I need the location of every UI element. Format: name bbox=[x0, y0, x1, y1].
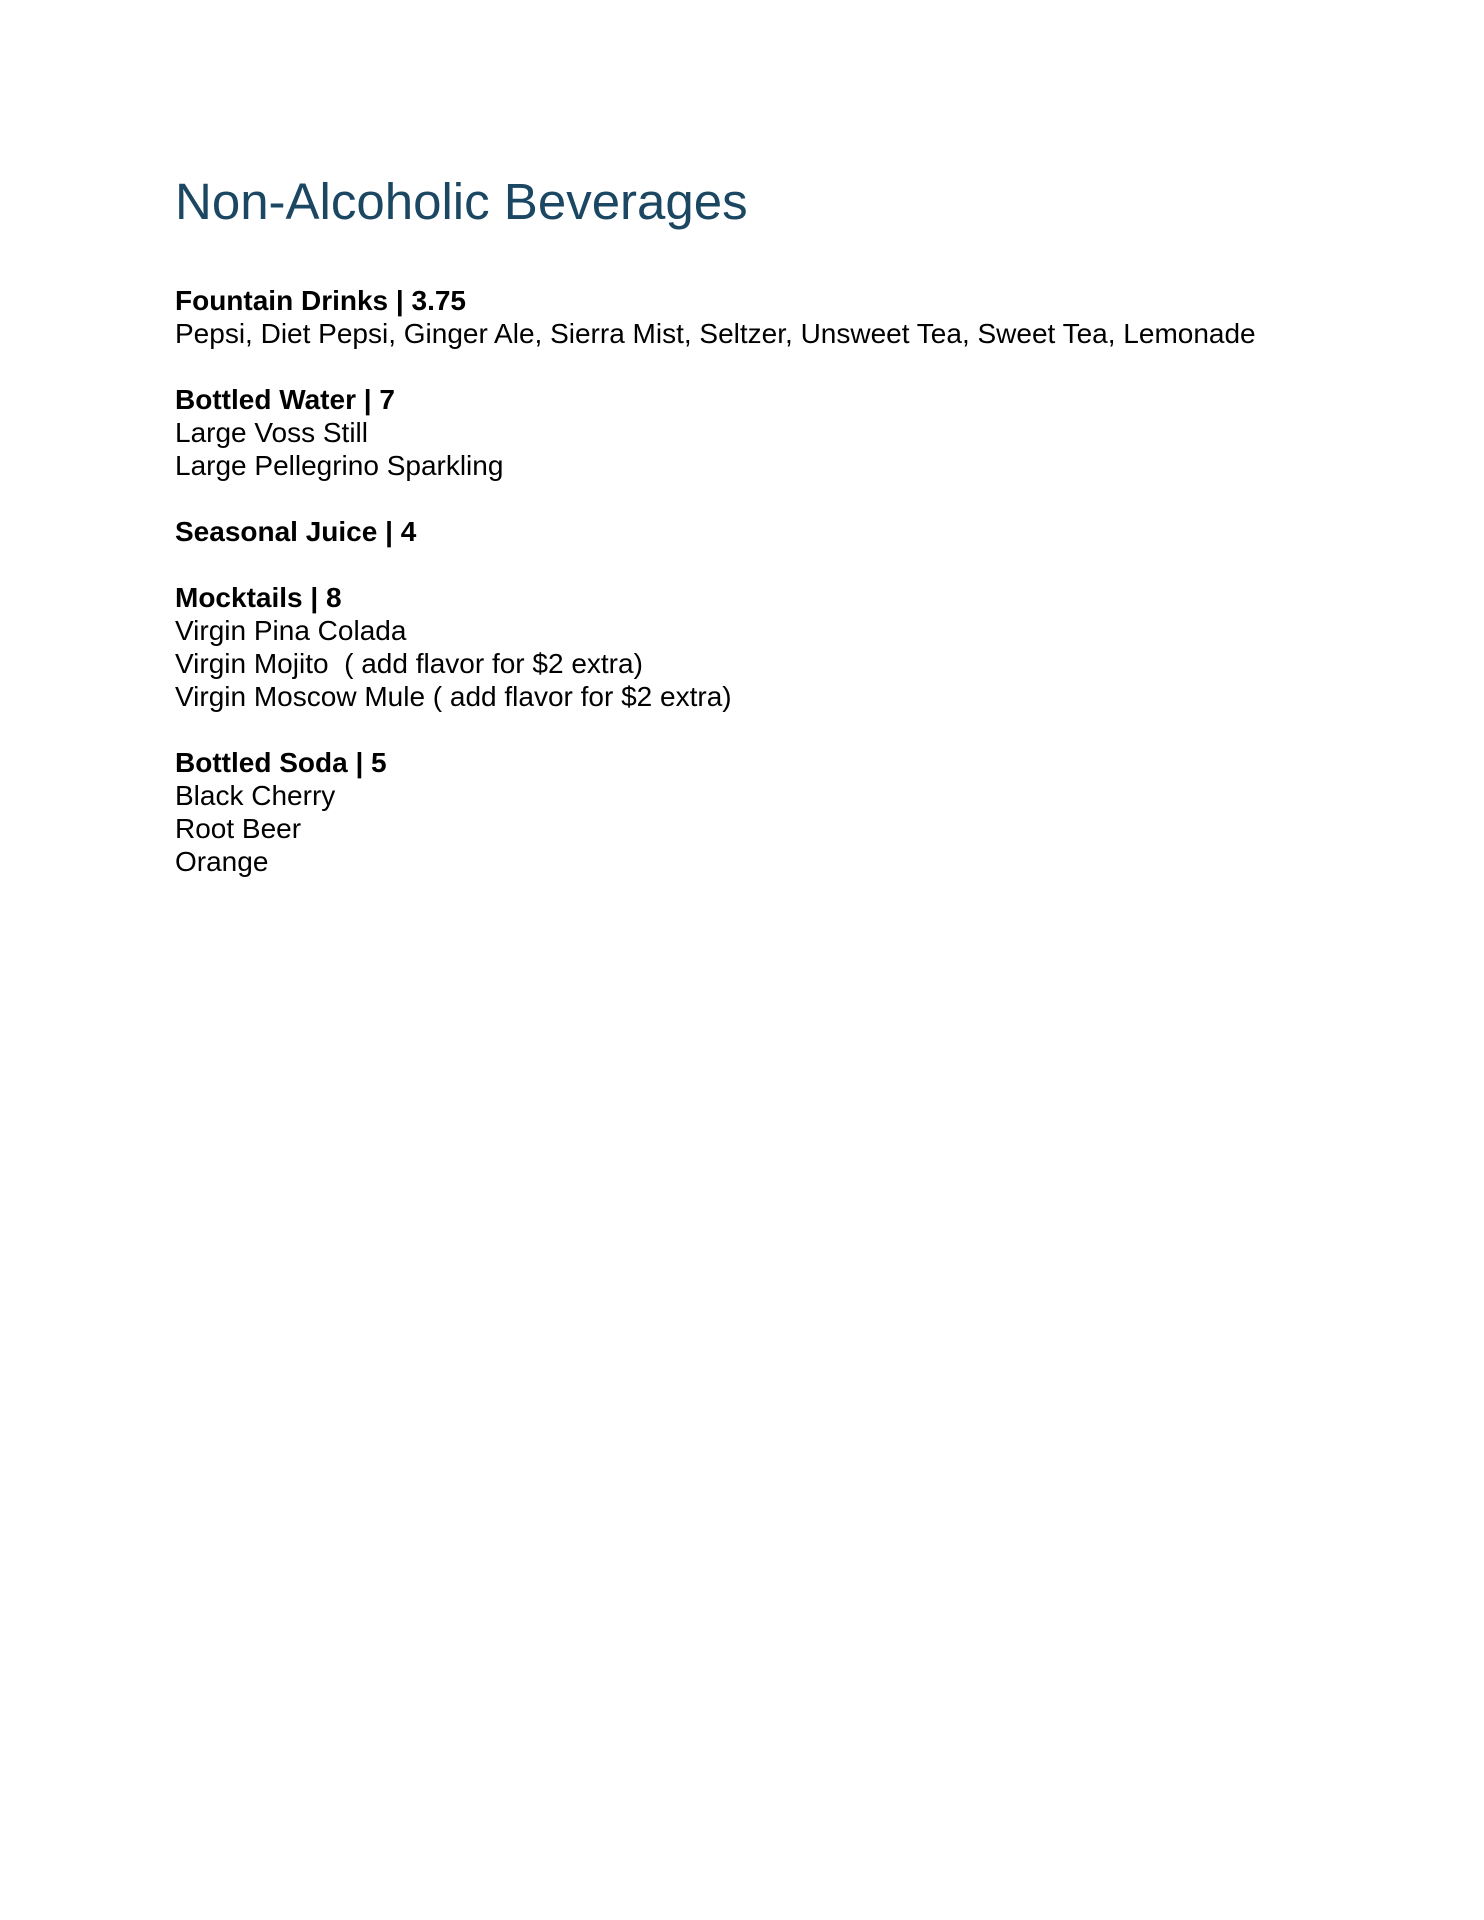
menu-section-fountain-drinks bbox=[175, 284, 1375, 350]
section-heading: Bottled Soda | 5 bbox=[175, 747, 387, 778]
section-item: Virgin Pina Colada bbox=[175, 615, 407, 646]
section-item: Orange bbox=[175, 846, 269, 877]
section-heading: Mocktails | 8 bbox=[175, 582, 342, 613]
section-item: Root Beer bbox=[175, 813, 302, 844]
menu-section-bottled-soda bbox=[175, 746, 1375, 878]
menu-section-bottled-water bbox=[175, 383, 1375, 482]
section-heading: Bottled Water | 7 bbox=[175, 384, 395, 415]
menu-section-mocktails bbox=[175, 581, 1375, 713]
section-item: Black Cherry bbox=[175, 780, 336, 811]
section-item: Pepsi, Diet Pepsi, Ginger Ale, Sierra Mist, Seltzer, Unsweet Tea, Sweet Tea, Lemonade bbox=[175, 318, 1256, 349]
section-item: Virgin Moscow Mule ( add flavor for $2 extra) bbox=[175, 681, 732, 712]
section-item: Large Voss Still bbox=[175, 417, 368, 448]
section-heading: Seasonal Juice | 4 bbox=[175, 516, 417, 547]
section-item: Virgin Mojito ( add flavor for $2 extra) bbox=[175, 648, 643, 679]
section-heading: Fountain Drinks | 3.75 bbox=[175, 285, 467, 316]
menu-page bbox=[175, 170, 1375, 911]
page-title: Non-Alcoholic Beverages bbox=[175, 173, 748, 230]
menu-section-seasonal-juice bbox=[175, 515, 1375, 548]
section-item: Large Pellegrino Sparkling bbox=[175, 450, 504, 481]
